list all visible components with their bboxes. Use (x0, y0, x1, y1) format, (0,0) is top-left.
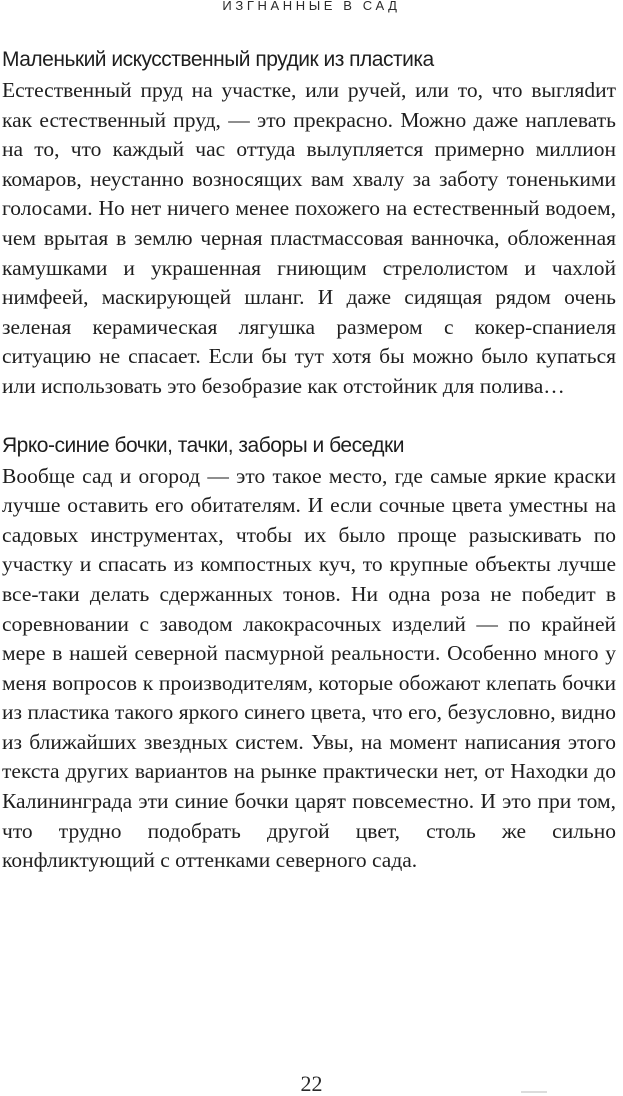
page-content (2, 44, 616, 876)
page-number: 22 (300, 1071, 323, 1096)
section-title-pond: Маленький искусственный прудик из пластика (2, 48, 434, 71)
section-body-blue-barrels: Вообще сад и огород — это такое место, где самые яркие краски лучше оставить его обитателям. И если сочные цвета уместны на садовых инструментах, чтобы их было проще разыскивать по участку и спасать из компостных куч, то крупные объекты лучше все-таки делать сдержанных тонов. Ни одна роза не победит в соревновании с заводом лакокрасочных изделий — по крайней мере в нашей северной пасмурной реальности. Особенно много у меня вопросов к производителям, которые обожают клепать бочки из пластика такого яркого синего цвета, что его, безусловно, видно из ближайших звездных систем. Увы, на момент написания этого текста других вариантов на рынке практически нет, от Находки до Калининграда эти синие бочки царят повсеместно. И это при том, что трудно подобрать другой цвет, столь же сильно конфликтующий с оттенками северного сада. (2, 463, 616, 873)
section-title-blue-barrels: Ярко-синие бочки, тачки, заборы и беседки (2, 433, 404, 457)
corner-mark (521, 1091, 547, 1093)
section-body-pond: Естественный пруд на участке, или ручей, или то, что выгляdит как естественный пруд, — это прекрасно. Можно даже наплевать на то, что каждый час оттуда вылупляется примерно миллион комаров, неустанно возносящих вам хвалу за заботу тоненькими голосами. Но нет ничего менее похожего на естественный водоем, чем врытая в землю черная пластмассовая ванночка, обложенная камушками и украшенная гниющим стрелолистом и чахлой нимфеей, маскирующей шланг. И даже сидящая рядом очень зеленая керамическая лягушка размером с кокер-спаниеля ситуацию не спасает. Если бы тут хотя бы можно было купаться или использовать это безобразие как отстойник для полива… (2, 78, 616, 398)
running-head: ИЗГНАННЫЕ В САД (222, 0, 401, 13)
